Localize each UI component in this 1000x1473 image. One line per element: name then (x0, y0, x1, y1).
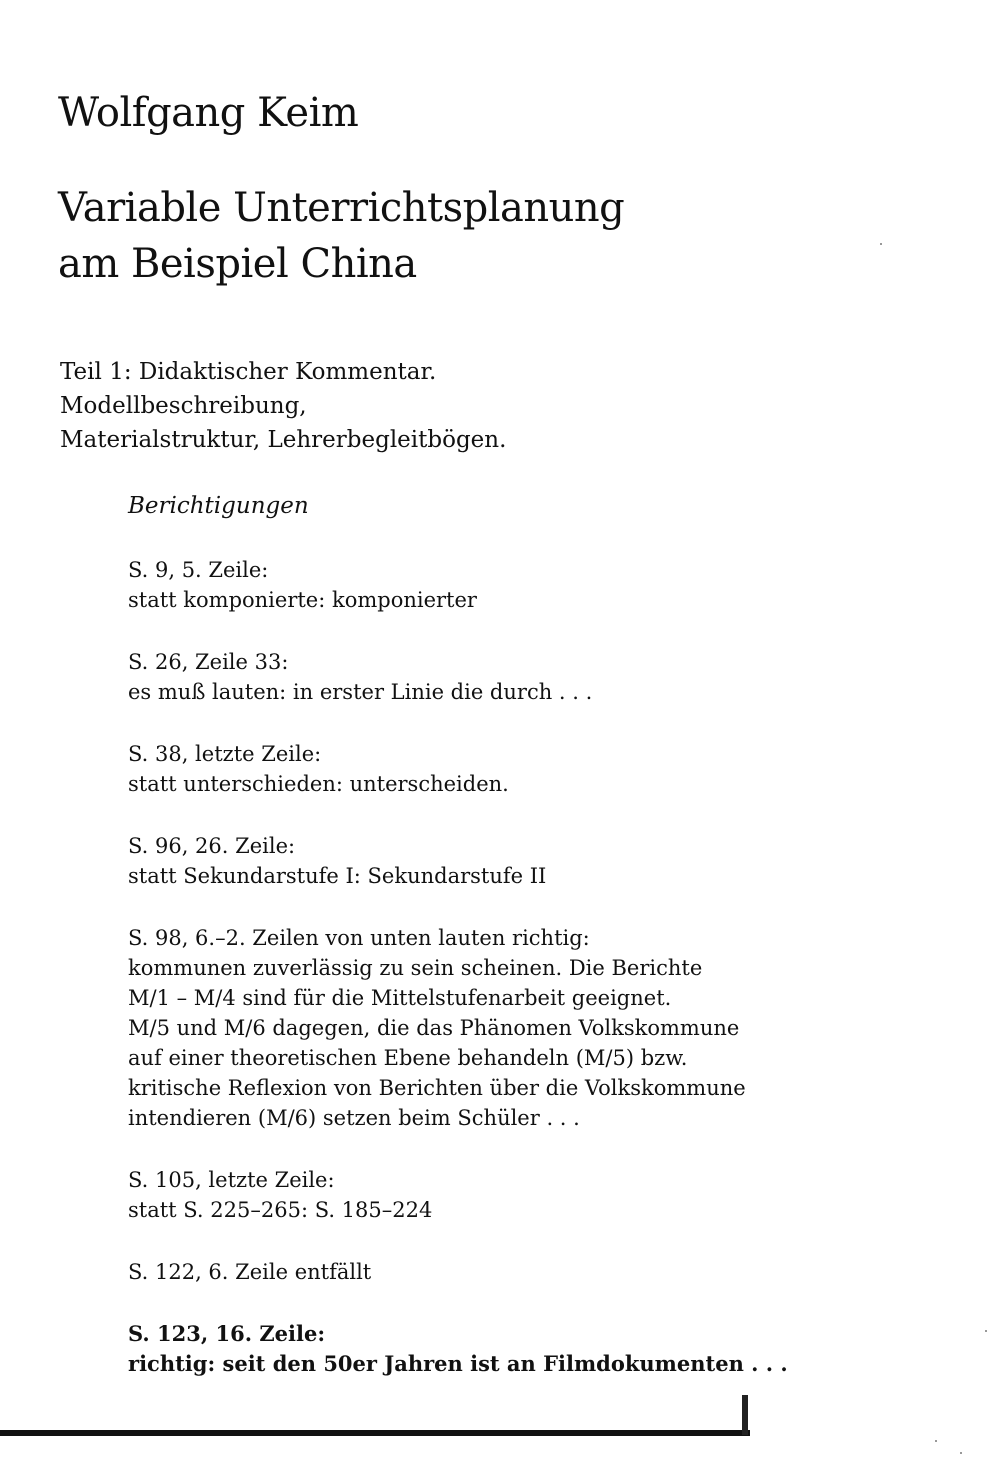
correction-line: kommunen zuverlässig zu sein scheinen. Die Berichte (128, 956, 703, 980)
correction-entry (128, 555, 748, 615)
correction-ref: S. 26, Zeile 33: (128, 650, 289, 674)
bottom-rule (0, 1430, 750, 1436)
correction-entry (128, 831, 748, 891)
correction-entry (128, 1165, 748, 1225)
book-subtitle (60, 355, 506, 457)
scan-speck (880, 243, 882, 245)
title-line-2: am Beispiel China (58, 241, 417, 287)
correction-ref: S. 122, 6. Zeile entfällt (128, 1260, 372, 1284)
title-line-1: Variable Unterrichtsplanung (58, 185, 625, 231)
correction-line: statt unterschieden: unterscheiden. (128, 772, 509, 796)
correction-entry (128, 923, 748, 1133)
scan-speck (935, 1440, 937, 1442)
correction-line: statt komponierte: komponierter (128, 588, 477, 612)
corrections-list (128, 555, 788, 1411)
correction-line: intendieren (M/6) setzen beim Schüler . . . (128, 1106, 580, 1130)
scan-speck (960, 1452, 962, 1454)
correction-line: kritische Reflexion von Berichten über die Volkskommune (128, 1076, 746, 1100)
subtitle-line-1: Teil 1: Didaktischer Kommentar. (60, 359, 437, 385)
bottom-rule-tail (742, 1395, 748, 1435)
correction-ref: S. 9, 5. Zeile: (128, 558, 269, 582)
correction-ref: S. 38, letzte Zeile: (128, 742, 322, 766)
correction-entry (128, 739, 748, 799)
correction-line: M/1 – M/4 sind für die Mittelstufenarbeit geeignet. (128, 986, 672, 1010)
correction-line: statt Sekundarstufe I: Sekundarstufe II (128, 864, 547, 888)
correction-entry (128, 1257, 748, 1287)
correction-ref: S. 123, 16. Zeile: (128, 1321, 326, 1346)
correction-line: M/5 und M/6 dagegen, die das Phänomen Volkskommune (128, 1016, 740, 1040)
correction-entry (128, 647, 748, 707)
book-title (58, 180, 624, 292)
correction-ref: S. 96, 26. Zeile: (128, 834, 296, 858)
correction-line: auf einer theoretischen Ebene behandeln (M/5) bzw. (128, 1046, 688, 1070)
scan-speck (985, 1330, 987, 1332)
correction-entry (128, 1319, 788, 1379)
author-name: Wolfgang Keim (58, 90, 359, 136)
correction-ref: S. 98, 6.–2. Zeilen von unten lauten richtig: (128, 926, 590, 950)
correction-ref: S. 105, letzte Zeile: (128, 1168, 335, 1192)
subtitle-line-3: Materialstruktur, Lehrerbegleitbögen. (60, 427, 507, 453)
correction-line: richtig: seit den 50er Jahren ist an Filmdokumenten . . . (128, 1351, 788, 1376)
correction-line: statt S. 225–265: S. 185–224 (128, 1198, 433, 1222)
corrections-heading: Berichtigungen (128, 493, 309, 519)
correction-line: es muß lauten: in erster Linie die durch . . . (128, 680, 593, 704)
subtitle-line-2: Modellbeschreibung, (60, 393, 307, 419)
